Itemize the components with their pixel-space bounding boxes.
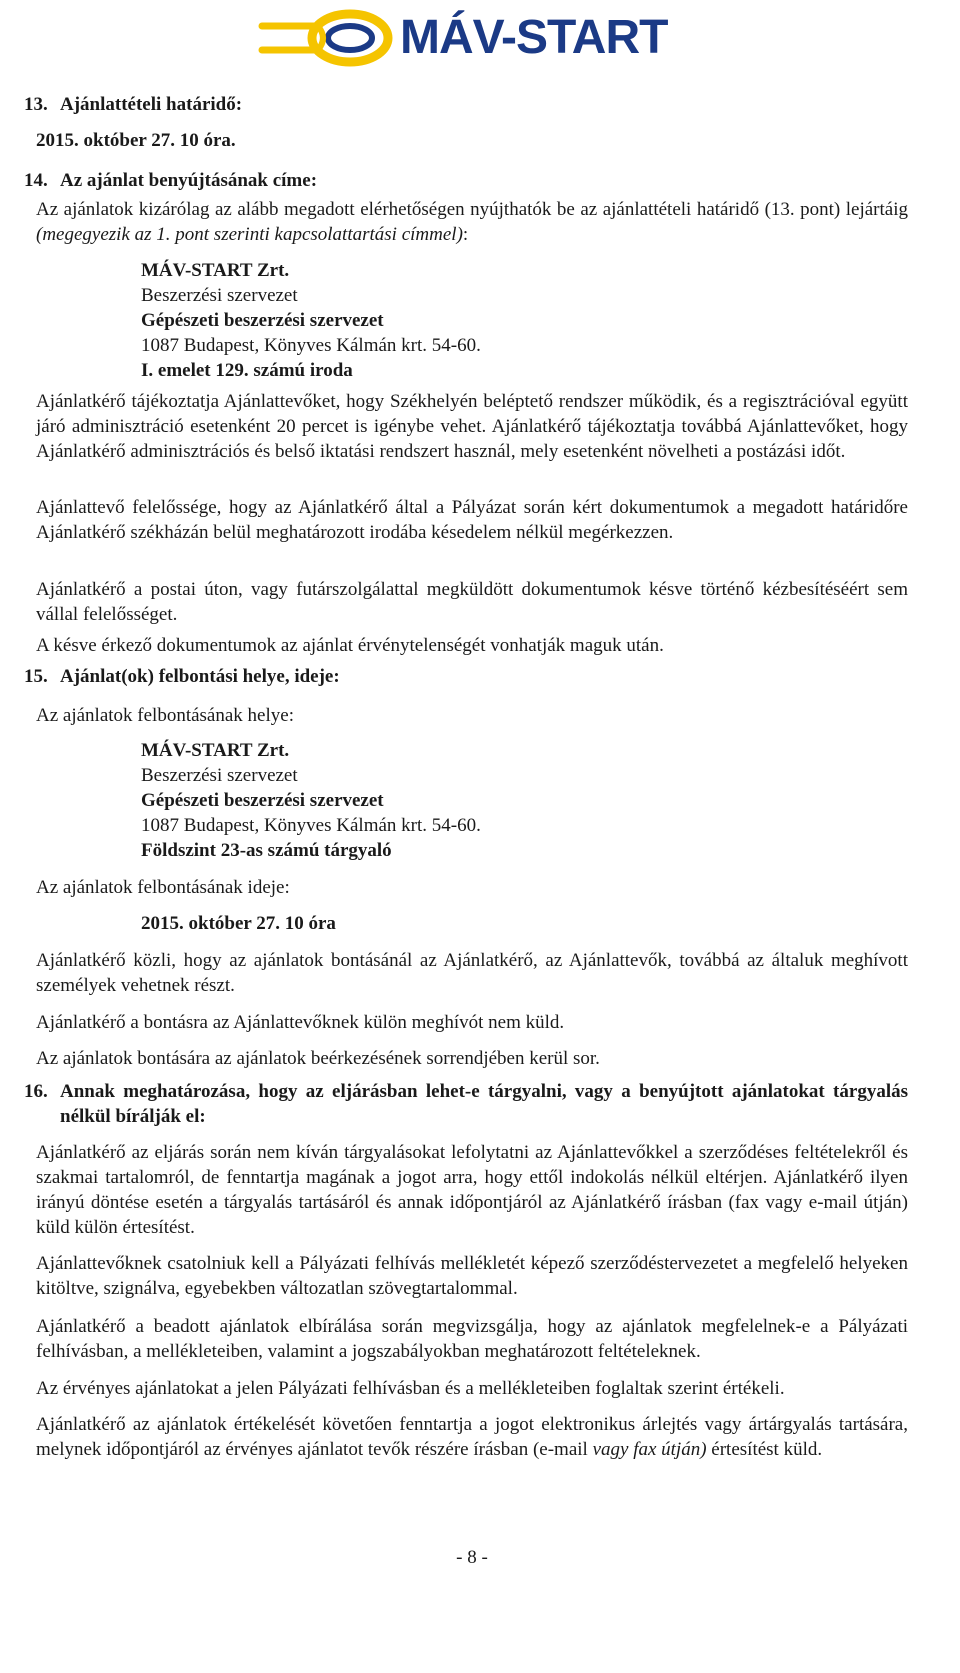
section-15-title: Ajánlat(ok) felbontási helye, ideje: xyxy=(60,666,340,687)
section-14-heading xyxy=(24,168,317,193)
section-14-intro-note: (megegyezik az 1. pont szerinti kapcsolattartási címmel) xyxy=(36,224,463,245)
last-paragraph-end: értesítést küld. xyxy=(706,1439,823,1460)
mav-start-logo xyxy=(258,8,668,68)
section-14-intro-text: Az ajánlatok kizárólag az alább megadott elérhetőségen nyújthatók be az ajánlattételi határidő (13. pont) lejártáig xyxy=(36,199,908,220)
opening-time-label: Az ajánlatok felbontásának ideje: xyxy=(36,877,290,898)
section-14-number: 14. xyxy=(24,170,48,191)
section-16-paragraph: Ajánlattevőknek csatolniuk kell a Pályázati felhívás mellékletét képező szerződéstervezetet a megfelelő helyeken kitöltve, szignálva, egyebekben változatlan szövegtartalommal. xyxy=(36,1253,908,1299)
address-company: MÁV-START Zrt. xyxy=(141,260,290,281)
section-14-intro xyxy=(36,197,908,247)
section-16-last-paragraph xyxy=(36,1412,908,1462)
section-16-paragraph: Ajánlatkérő az eljárás során nem kíván tárgyalásokat lefolytatni az Ajánlattevőkkel a szerződéses feltételekről és szakmai tartalomról, de fenntartja magának a jogot arra, hogy ettől indokolás nélkül eltérjen. Ajánlatkérő ilyen irányú döntése esetén a tárgyalás tartásáról és annak időpontjáról az Ajánlatkérő írásban (fax vagy e-mail útján) küld külön értesítést. xyxy=(36,1142,908,1238)
section-15-number: 15. xyxy=(24,666,48,687)
address-room: Földszint 23-as számú tárgyaló xyxy=(141,840,392,861)
section-14-paragraph: Ajánlatkérő tájékoztatja Ajánlattevőket, hogy Székhelyén beléptető rendszer működik, és a regisztrációval együtt járó adminisztráció esetenként 20 percet is igénybe vehet. Ajánlatkérő tájékoztatja továbbá Ajánlattevőket, hogy Ajánlatkérő adminisztrációs és belső iktatási rendszert használ, mely esetenként növelheti a postázási időt. xyxy=(36,391,908,462)
section-14-title: Az ajánlat benyújtásának címe: xyxy=(60,170,318,191)
address-company: MÁV-START Zrt. xyxy=(141,740,290,761)
section-15-paragraph: Ajánlatkérő a bontásra az Ajánlattevőknek külön meghívót nem küld. xyxy=(36,1012,565,1033)
opening-address xyxy=(141,738,481,863)
address-dept: Beszerzési szervezet xyxy=(141,285,298,306)
section-16-number: 16. xyxy=(24,1081,48,1102)
section-14-paragraph: A késve érkező dokumentumok az ajánlat érvénytelenségét vonhatják maguk után. xyxy=(36,635,664,656)
section-16-paragraph: Ajánlatkérő a beadott ajánlatok elbírálása során megvizsgálja, hogy az ajánlatok megfelelnek-e a Pályázati felhívásban, a mellékleteiben, valamint a jogszabályokban meghatározott feltételeknek. xyxy=(36,1316,908,1362)
address-subdept: Gépészeti beszerzési szervezet xyxy=(141,790,384,811)
address-room xyxy=(141,358,481,383)
section-14-paragraph: Ajánlattevő felelőssége, hogy az Ajánlatkérő által a Pályázat során kért dokumentumok a megadott határidőre Ajánlatkérő székházán belül meghatározott irodába késedelem nélkül megérkezzen. xyxy=(36,497,908,543)
logo-emblem-icon xyxy=(258,8,398,68)
submission-address xyxy=(141,258,481,383)
section-13-deadline: 2015. október 27. 10 óra. xyxy=(36,130,236,151)
section-16-title: Annak meghatározása, hogy az eljárásban lehet-e tárgyalni, vagy a benyújtott ajánlatokat tárgyalás nélkül bírálják el: xyxy=(60,1081,908,1127)
address-dept: Beszerzési szervezet xyxy=(141,765,298,786)
address-room-suffix: számú iroda xyxy=(248,360,353,381)
address-subdept: Gépészeti beszerzési szervezet xyxy=(141,310,384,331)
section-14-paragraph: Ajánlatkérő a postai úton, vagy futárszolgálattal megküldött dokumentumok késve történő kézbesítéséért sem vállal felelősséget. xyxy=(36,579,908,625)
last-paragraph-text: Ajánlatkérő az ajánlatok értékelését követően fenntartja a jogot elektronikus árlejtés vagy ártárgyalás tartására, melynek időpontjáról az érvényes ajánlatot tevők részére írásban (e-mail xyxy=(36,1414,908,1460)
address-street: 1087 Budapest, Könyves Kálmán krt. 54-60. xyxy=(141,335,481,356)
section-13-title: Ajánlattételi határidő: xyxy=(60,94,243,115)
page-number: - 8 - xyxy=(456,1547,488,1568)
section-13-number: 13. xyxy=(24,94,48,115)
opening-place-label: Az ajánlatok felbontásának helye: xyxy=(36,705,294,726)
section-15-paragraph: Az ajánlatok bontására az ajánlatok beérkezésének sorrendjében kerül sor. xyxy=(36,1048,600,1069)
section-15-paragraph: Ajánlatkérő közli, hogy az ajánlatok bontásánál az Ajánlatkérő, az Ajánlattevők, továbbá az általuk meghívott személyek vehetnek részt. xyxy=(36,950,908,996)
address-room-number: I. emelet 129. xyxy=(141,360,249,381)
section-16-heading xyxy=(24,1079,908,1129)
address-street: 1087 Budapest, Könyves Kálmán krt. 54-60. xyxy=(141,815,481,836)
opening-time: 2015. október 27. 10 óra xyxy=(141,913,336,934)
section-14-intro-colon: : xyxy=(462,224,469,245)
logo-wordmark: MÁV-START xyxy=(400,11,668,64)
last-paragraph-note: vagy fax útján) xyxy=(592,1439,707,1460)
section-16-paragraph: Az érvényes ajánlatokat a jelen Pályázati felhívásban és a mellékleteiben foglaltak szerint értékeli. xyxy=(36,1378,785,1399)
section-15-heading xyxy=(24,664,340,689)
section-13-heading xyxy=(24,92,242,117)
